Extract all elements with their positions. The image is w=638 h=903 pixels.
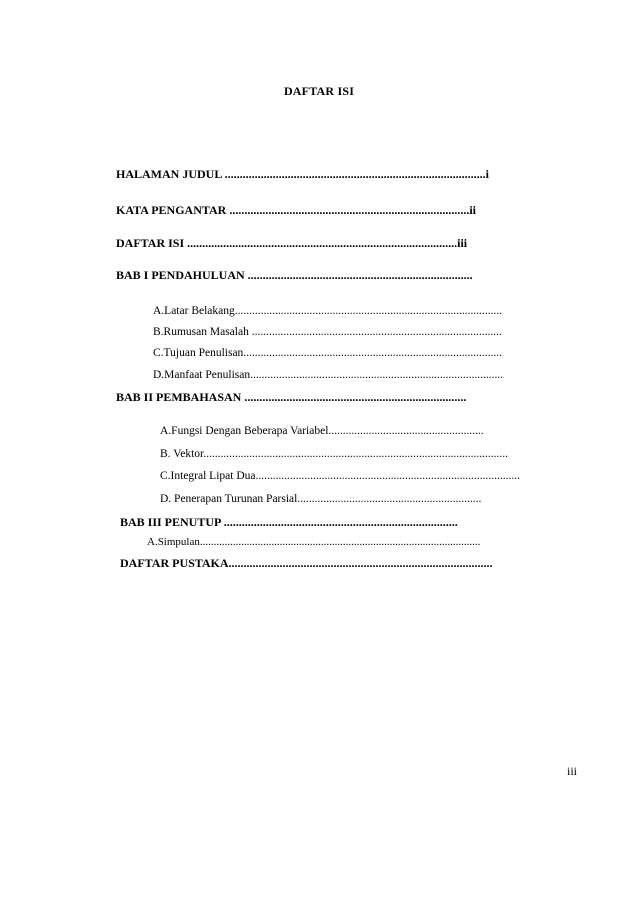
toc-subentry-latar-belakang: A.Latar Belakang............................................................................................. [153,305,503,317]
page-title: DAFTAR ISI [283,84,355,98]
toc-subentry-integral-lipat-dua: C.Integral Lipat Dua............................................................................................ [160,470,520,482]
toc-entry-kata-pengantar: KATA PENGANTAR ................................................................................ii [116,203,477,217]
toc-subentry-vektor: B. Vektor.......................................................................................................... [160,448,508,460]
toc-subentry-fungsi: A.Fungsi Dengan Beberapa Variabel...................................................... [160,425,484,437]
toc-subentry-rumusan-masalah: B.Rumusan Masalah ....................................................................................... [153,326,502,338]
toc-entry-daftar-isi: DAFTAR ISI ..........................................................................................iii [116,236,468,250]
toc-entry-bab-2: BAB II PEMBAHASAN .......................................................................... [116,390,467,404]
toc-entry-halaman-judul: HALAMAN JUDUL .......................................................................................i [116,167,490,181]
toc-subentry-simpulan: A.Simpulan...................................................................................................... [147,536,481,548]
toc-subentry-penerapan-turunan-parsial: D. Penerapan Turunan Parsial................................................................ [160,493,482,505]
toc-entry-bab-3: BAB III PENUTUP .............................................................................. [120,515,458,529]
toc-subentry-manfaat-penulisan: D.Manfaat Penulisan........................................................................................ [153,369,504,381]
toc-entry-bab-1: BAB I PENDAHULUAN ........................................................................... [116,268,473,282]
toc-subentry-tujuan-penulisan: C.Tujuan Penulisan.......................................................................................... [153,347,503,359]
page-number: iii [567,764,578,778]
toc-entry-daftar-pustaka: DAFTAR PUSTAKA........................................................................................ [120,556,493,570]
